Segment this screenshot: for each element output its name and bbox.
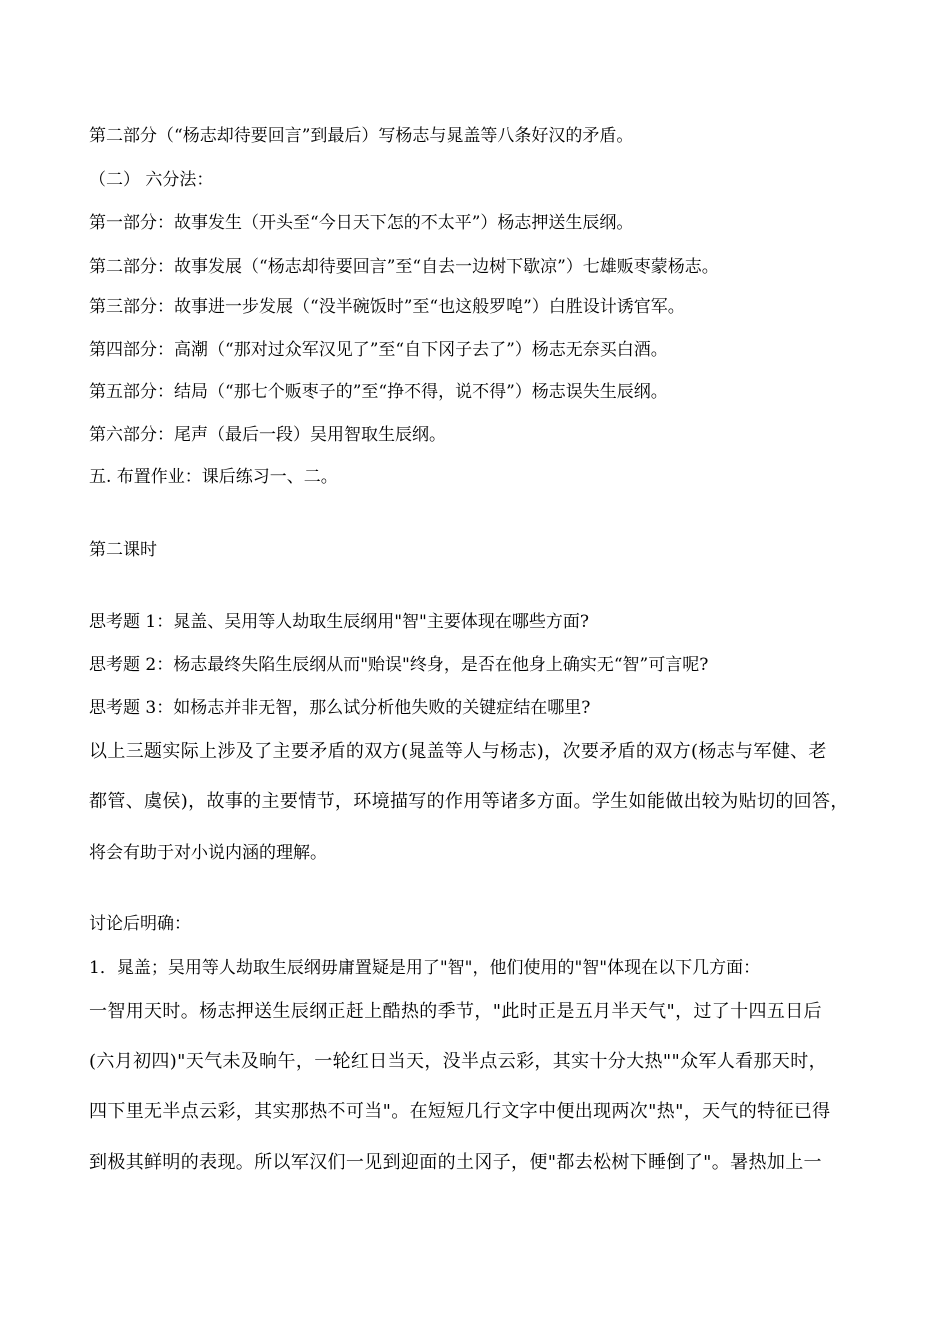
section-heading: （二） 六分法： [89,170,214,190]
paragraph-line: (六月初四)"天气未及晌午，一轮红日当天，没半点云彩，其实十分大热""众军人看那天时， [89,1051,827,1072]
text-line: 第三部分：故事进一步发展（“没半碗饭时”至“也这般罗唣”）白胜设计诱官军。 [89,297,685,317]
question-1: 思考题 1：晁盖、吴用等人劫取生辰纲用"智"主要体现在哪些方面? [89,612,589,632]
text-line: 第六部分：尾声（最后一段）吴用智取生辰纲。 [89,425,446,445]
text-line: 1．晁盖；吴用等人劫取生辰纲毋庸置疑是用了"智"，他们使用的"智"体现在以下几方面： [89,958,761,978]
paragraph-line: 一智用天时。杨志押送生辰纲正赶上酷热的季节，"此时正是五月半天气"，过了十四五日后 [89,1001,822,1022]
paragraph-line: 将会有助于对小说内涵的理解。 [89,843,327,863]
text-line: 第四部分：高潮（“那对过众军汉见了”至“自下冈子去了”）杨志无奈买白酒。 [89,340,668,360]
discussion-heading: 讨论后明确： [89,914,191,934]
text-line: 第二部分（“杨志却待要回言”到最后）写杨志与晁盖等八条好汉的矛盾。 [89,126,634,146]
paragraph-line: 都管、虞侯)，故事的主要情节，环境描写的作用等诸多方面。学生如能做出较为贴切的回答， [89,791,849,812]
homework-line: 五. 布置作业：课后练习一、二。 [89,467,338,487]
text-line: 第一部分：故事发生（开头至“今日天下怎的不太平”）杨志押送生辰纲。 [89,213,634,233]
question-2: 思考题 2：杨志最终失陷生辰纲从而"贻误"终身，是否在他身上确实无“智”可言呢? [89,655,709,675]
paragraph-line: 到极其鲜明的表现。所以军汉们一见到迎面的土冈子，便"都去松树下睡倒了"。暑热加上一 [89,1152,822,1173]
text-line: 第五部分：结局（“那七个贩枣子的”至“挣不得，说不得”）杨志误失生辰纲。 [89,382,668,402]
question-3: 思考题 3：如杨志并非无智，那么试分析他失败的关键症结在哪里? [89,698,591,718]
lesson-heading: 第二课时 [89,540,157,560]
text-line: 第二部分：故事发展（“杨志却待要回言”至“自去一边树下歇凉”）七雄贩枣蒙杨志。 [89,257,719,277]
paragraph-line: 以上三题实际上涉及了主要矛盾的双方(晁盖等人与杨志)，次要矛盾的双方(杨志与军健、老 [89,741,827,762]
paragraph-line: 四下里无半点云彩，其实那热不可当"。在短短几行文字中便出现两次"热"，天气的特征已得 [89,1101,831,1122]
